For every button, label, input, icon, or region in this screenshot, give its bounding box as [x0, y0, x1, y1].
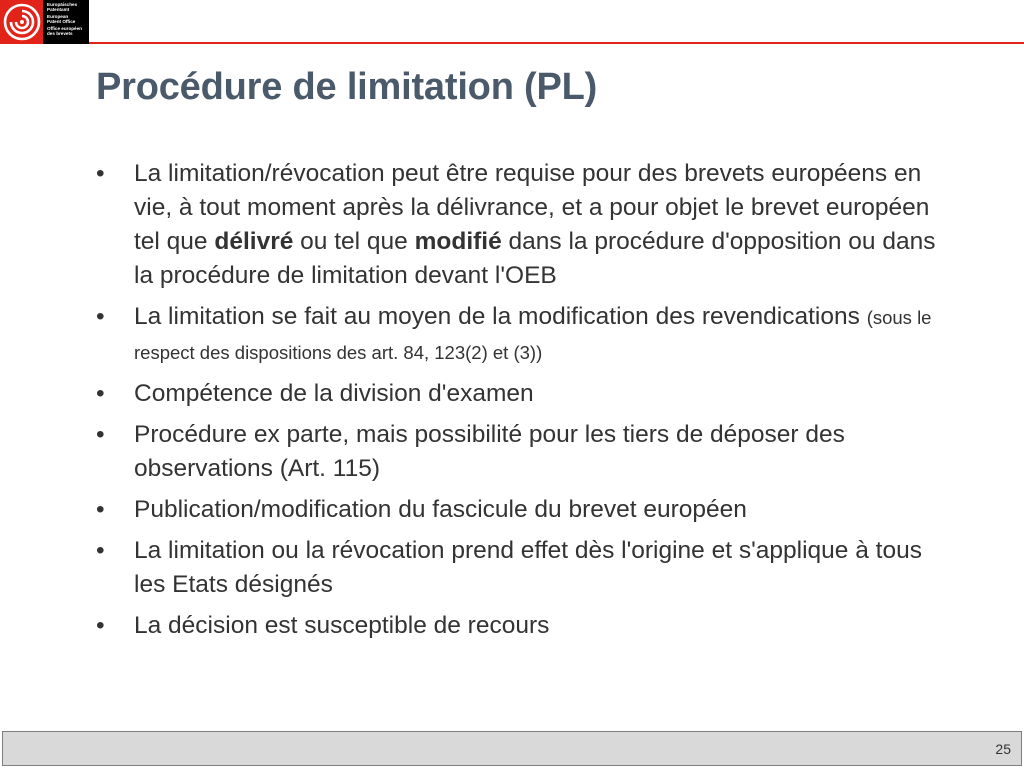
epo-logo	[0, 0, 89, 44]
bullet-text: Publication/modification du fascicule du brevet européen	[134, 496, 747, 523]
bullet-item	[96, 418, 946, 486]
page-number: 25	[995, 741, 1011, 757]
logo-text-line: Europäisches	[47, 2, 78, 7]
bullet-item	[96, 300, 946, 370]
bullet-marker: •	[96, 537, 105, 564]
bullet-text: La limitation/révocation peut être requise pour des brevets européens en vie, à tout moment après la délivrance, et a pour objet le brevet européen tel que	[134, 160, 930, 255]
bullet-text: La décision est susceptible de recours	[134, 612, 550, 639]
epo-logo-text	[43, 0, 89, 44]
logo-text-line: des brevets	[47, 31, 73, 36]
logo-text-line: Office européen	[47, 26, 82, 31]
bullet-text: ou tel que	[293, 228, 415, 255]
slide-footer	[2, 731, 1022, 766]
bullet-marker: •	[96, 303, 105, 330]
bullet-text: La limitation se fait au moyen de la modification des revendications	[134, 303, 867, 330]
logo-text-line: Patent Office	[47, 19, 76, 24]
bullet-marker: •	[96, 160, 105, 187]
bullet-item	[96, 609, 946, 643]
bullet-marker: •	[96, 612, 105, 639]
bullet-text: La limitation ou la révocation prend effet dès l'origine et s'applique à tous les Etats désignés	[134, 537, 922, 598]
bullet-text: Procédure ex parte, mais possibilité pour les tiers de déposer des observations (Art. 115)	[134, 421, 845, 482]
bullet-bold-text: délivré	[214, 228, 294, 255]
bullet-marker: •	[96, 380, 105, 407]
slide-title: Procédure de limitation (PL)	[96, 66, 598, 108]
logo-text-line: Patentamt	[47, 7, 70, 12]
bullet-text: dans la procédure d'opposition ou dans la procédure de limitation devant l'OEB	[134, 228, 936, 289]
header-divider	[89, 42, 1024, 44]
logo-text-line: European	[47, 14, 69, 19]
bullet-bold-text: modifié	[414, 228, 502, 255]
bullet-list	[96, 157, 946, 650]
bullet-item	[96, 377, 946, 411]
bullet-note-text: (sous le respect des dispositions des art. 84, 123(2) et (3))	[134, 307, 932, 363]
bullet-item	[96, 493, 946, 527]
bullet-marker: •	[96, 421, 105, 448]
bullet-marker: •	[96, 496, 105, 523]
bullet-text: Compétence de la division d'examen	[134, 380, 534, 407]
bullet-item	[96, 157, 946, 293]
bullet-item	[96, 534, 946, 602]
epo-spiral-icon	[2, 2, 42, 42]
